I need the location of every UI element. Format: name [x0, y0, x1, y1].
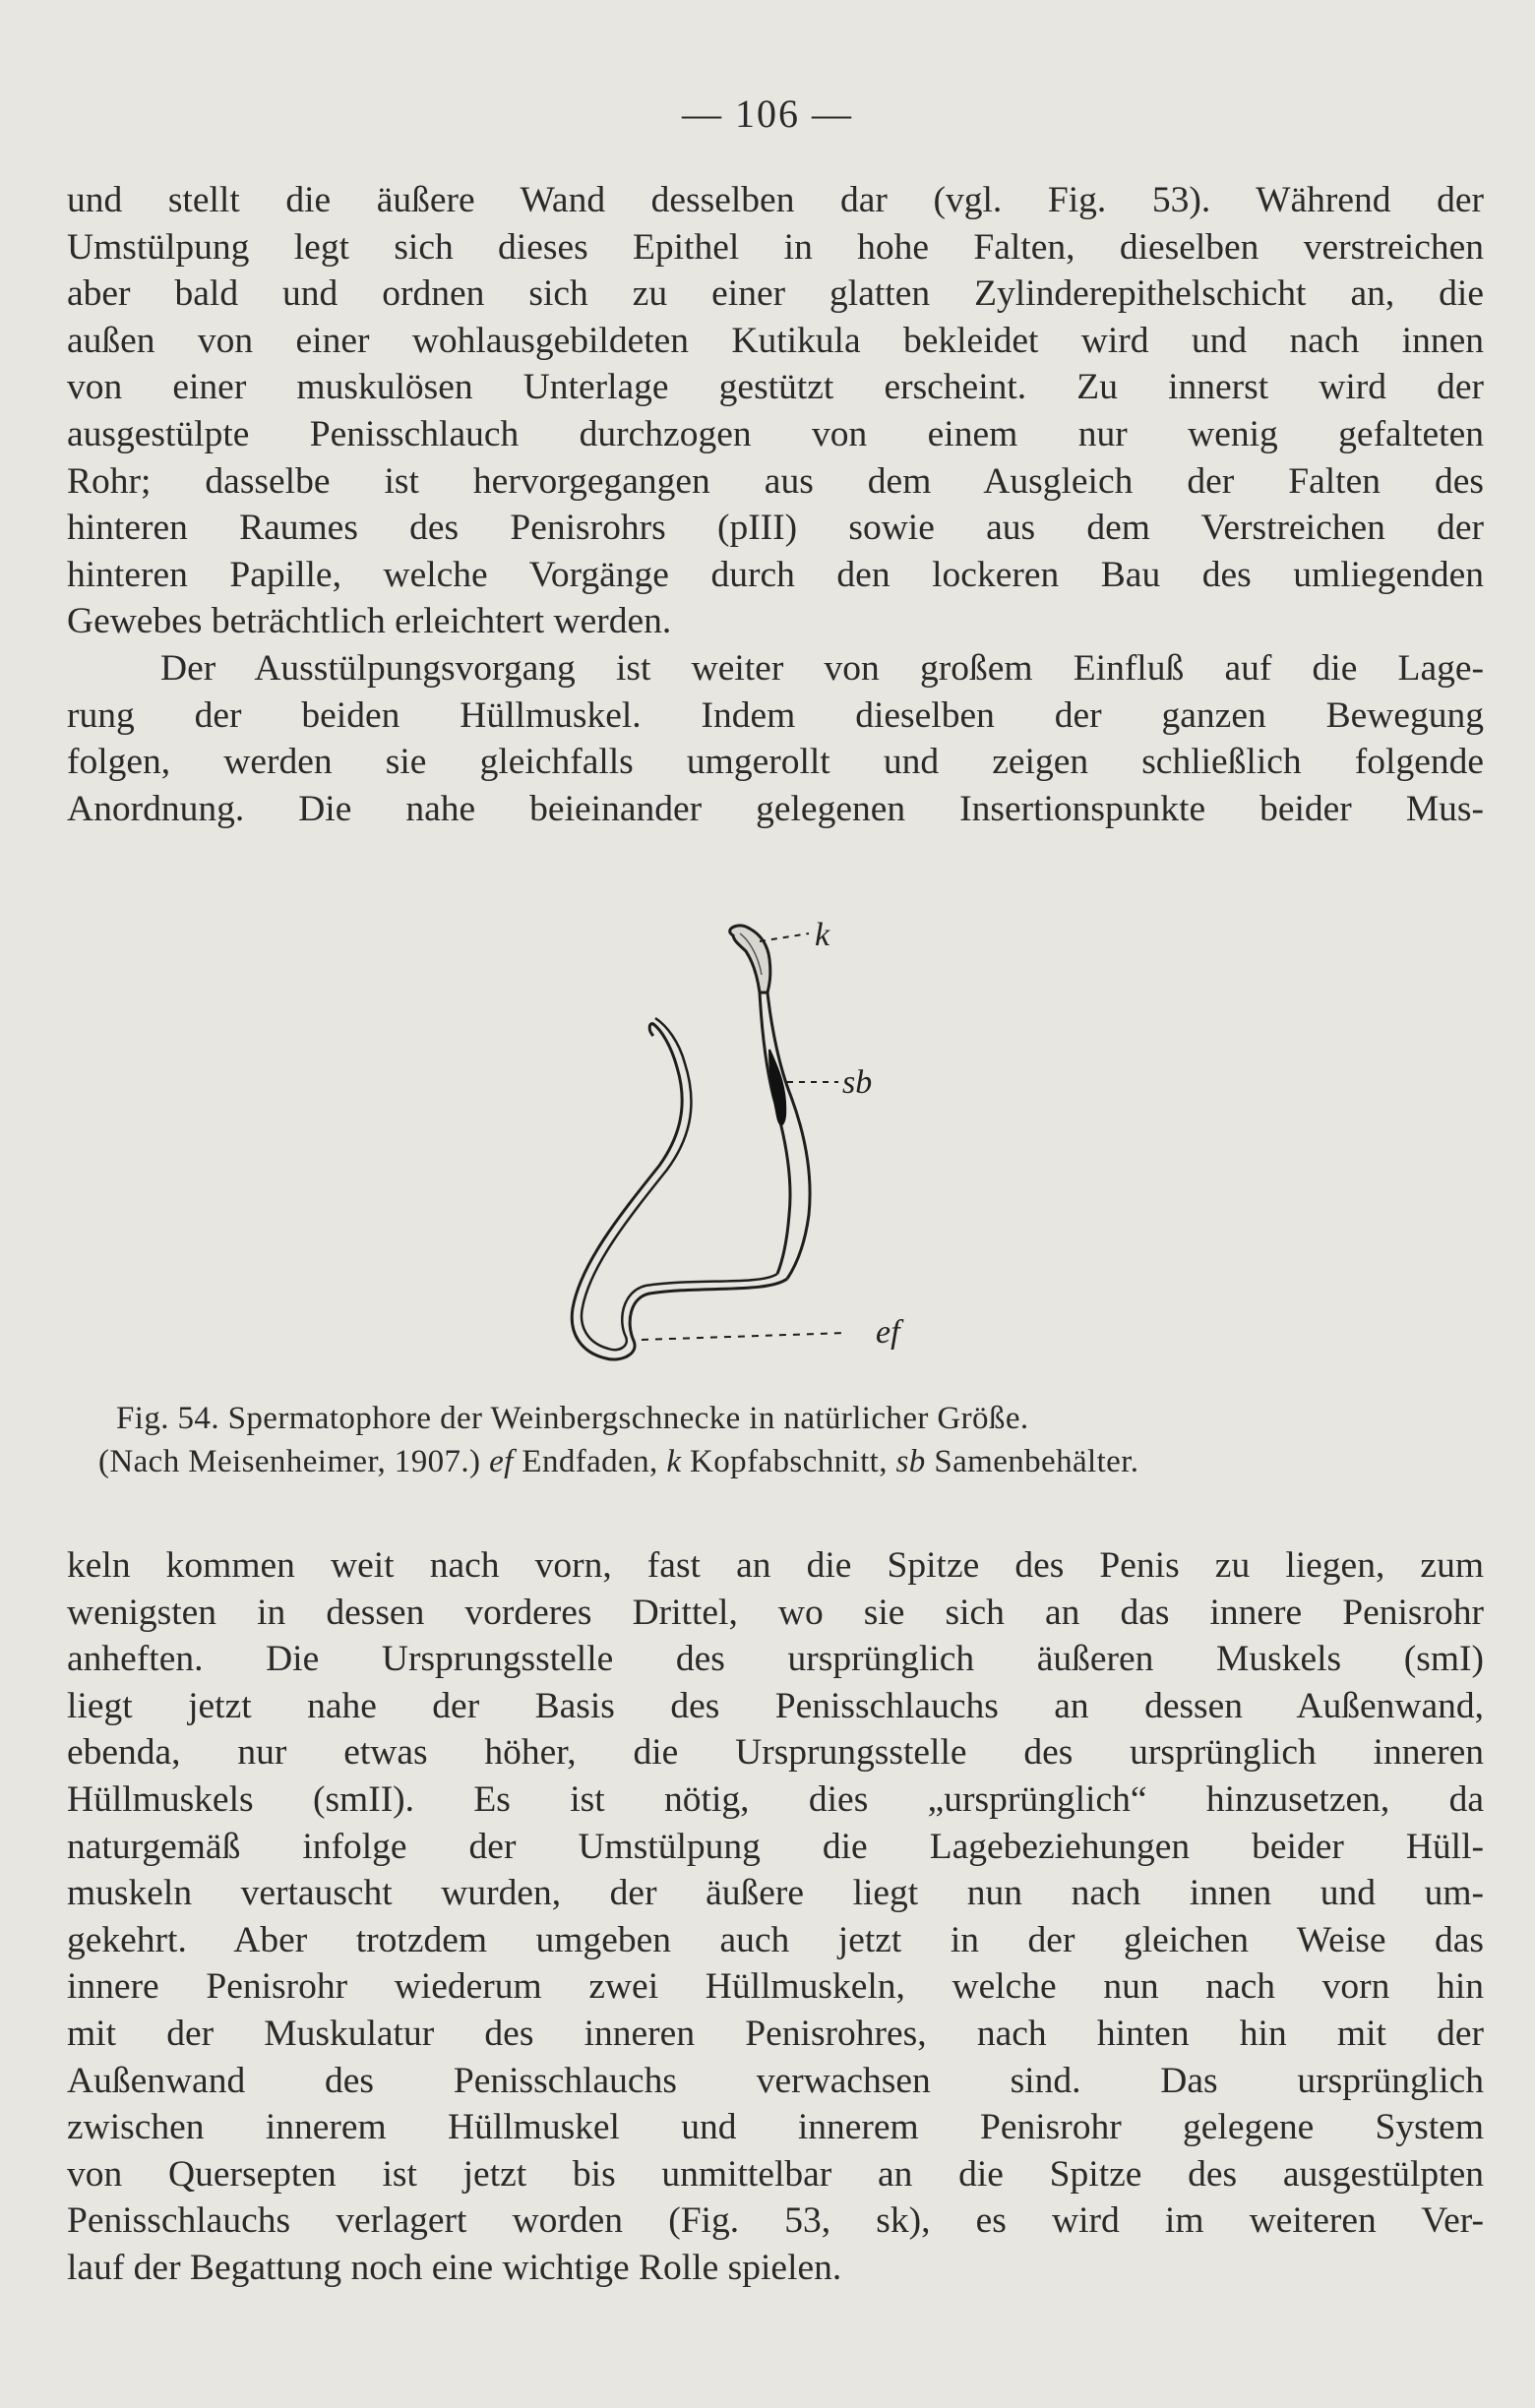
- top-text-block: [67, 177, 1484, 832]
- text-line: außen von einer wohlausgebildeten Kutikula bekleidet wird und nach innen: [67, 320, 1484, 361]
- caption-desc-sb: Samenbehälter.: [925, 1444, 1139, 1479]
- text-line: Der Ausstülpungsvorgang ist weiter von großem Einfluß auf die Lage-: [160, 647, 1484, 689]
- label-k: k: [815, 920, 830, 953]
- text-line: hinteren Raumes des Penisrohrs (pIII) sowie aus dem Verstreichen der: [67, 508, 1484, 549]
- text-line: Umstülpung legt sich dieses Epithel in hohe Falten, dieselben verstreichen: [67, 226, 1484, 268]
- leader-k: [760, 933, 809, 941]
- text-line: hinteren Papille, welche Vorgänge durch den lockeren Bau des umliegenden: [67, 554, 1484, 595]
- text-line: gekehrt. Aber trotzdem umgeben auch jetzt in der gleichen Weise das: [67, 1919, 1484, 1960]
- caption-legend: [98, 1440, 1437, 1483]
- bottom-text-block: [67, 1542, 1484, 2292]
- text-line: lauf der Begattung noch eine wichtige Rolle spielen.: [67, 2247, 842, 2288]
- text-line: liegt jetzt nahe der Basis des Penisschlauchs an dessen Außenwand,: [67, 1685, 1484, 1726]
- figure-caption-line-2: [98, 1440, 1437, 1483]
- text-line: Außenwand des Penisschlauchs verwachsen sind. Das ursprünglich: [67, 2060, 1484, 2101]
- text-line: naturgemäß infolge der Umstülpung die Lagebeziehungen beider Hüll-: [67, 1826, 1484, 1867]
- label-sb: sb: [842, 1064, 873, 1101]
- text-line: Hüllmuskels (smII). Es ist nötig, dies „ursprünglich“ hinzusetzen, da: [67, 1778, 1484, 1820]
- text-line: muskeln vertauscht wurden, der äußere liegt nun nach innen und um-: [67, 1873, 1484, 1914]
- text-line: Rohr; dasselbe ist hervorgegangen aus dem Ausgleich der Falten des: [67, 460, 1484, 502]
- leader-ef: [642, 1333, 846, 1340]
- text-line: Penisschlauchs verlagert worden (Fig. 53, sk), es wird im weiteren Ver-: [67, 2200, 1484, 2242]
- text-line: mit der Muskulatur des inneren Penisrohres, nach hinten hin mit der: [67, 2013, 1484, 2054]
- text-line: von Quersepten ist jetzt bis unmittelbar an die Spitze des ausgestülpten: [67, 2153, 1484, 2195]
- caption-desc-ef: Endfaden,: [513, 1444, 667, 1479]
- text-line: keln kommen weit nach vorn, fast an die Spitze des Penis zu liegen, zum: [67, 1545, 1484, 1586]
- text-line: rung der beiden Hüllmuskel. Indem dieselben der ganzen Bewegung: [67, 694, 1484, 736]
- lower-loop: [572, 1024, 787, 1359]
- caption-abbr-sb: sb: [895, 1444, 926, 1479]
- spermatophore-drawing: [551, 920, 964, 1387]
- text-line: und stellt die äußere Wand desselben dar (vgl. Fig. 53). Während der: [67, 180, 1484, 220]
- sperm-reservoir: [769, 1050, 785, 1124]
- text-line: aber bald und ordnen sich zu einer glatten Zylinderepithelschicht an, die: [67, 273, 1484, 315]
- caption-desc-k: Kopfabschnitt,: [681, 1444, 896, 1479]
- label-ef: ef: [876, 1314, 900, 1351]
- text-line: Gewebes beträchtlich erleichtert werden.: [67, 601, 672, 642]
- caption-text: Fig. 54. Spermatophore der Weinbergschnecke in natürlicher Größe.: [116, 1401, 1029, 1436]
- text-line: Anordnung. Die nahe beieinander gelegenen Insertionspunkte beider Mus-: [67, 788, 1484, 829]
- page-number: — 106 —: [682, 91, 853, 136]
- text-line: anheften. Die Ursprungsstelle des ursprünglich äußeren Muskels (smI): [67, 1639, 1484, 1680]
- head-section: [730, 926, 770, 993]
- text-line: folgen, werden sie gleichfalls umgerollt und zeigen schließlich folgende: [67, 742, 1484, 783]
- caption-abbr-ef: ef: [489, 1444, 514, 1479]
- text-line: wenigsten in dessen vorderes Drittel, wo sie sich an das innere Penisrohr: [67, 1592, 1484, 1633]
- body-outline-right: [768, 993, 810, 1279]
- caption-source: (Nach Meisenheimer, 1907.): [98, 1444, 490, 1479]
- caption-abbr-k: k: [666, 1444, 682, 1479]
- spermatophore-figure: [551, 920, 964, 1387]
- figure-caption-line-1: [116, 1397, 1454, 1440]
- text-line: von einer muskulösen Unterlage gestützt erscheint. Zu innerst wird der: [67, 367, 1484, 408]
- text-line: innere Penisrohr wiederum zwei Hüllmuskeln, welche nun nach vorn hin: [67, 1966, 1484, 2008]
- text-line: ausgestülpte Penisschlauch durchzogen von einem nur wenig gefalteten: [67, 413, 1484, 454]
- text-line: ebenda, nur etwas höher, die Ursprungsstelle des ursprünglich inneren: [67, 1732, 1484, 1774]
- text-line: zwischen innerem Hüllmuskel und innerem Penisrohr gelegene System: [67, 2107, 1484, 2148]
